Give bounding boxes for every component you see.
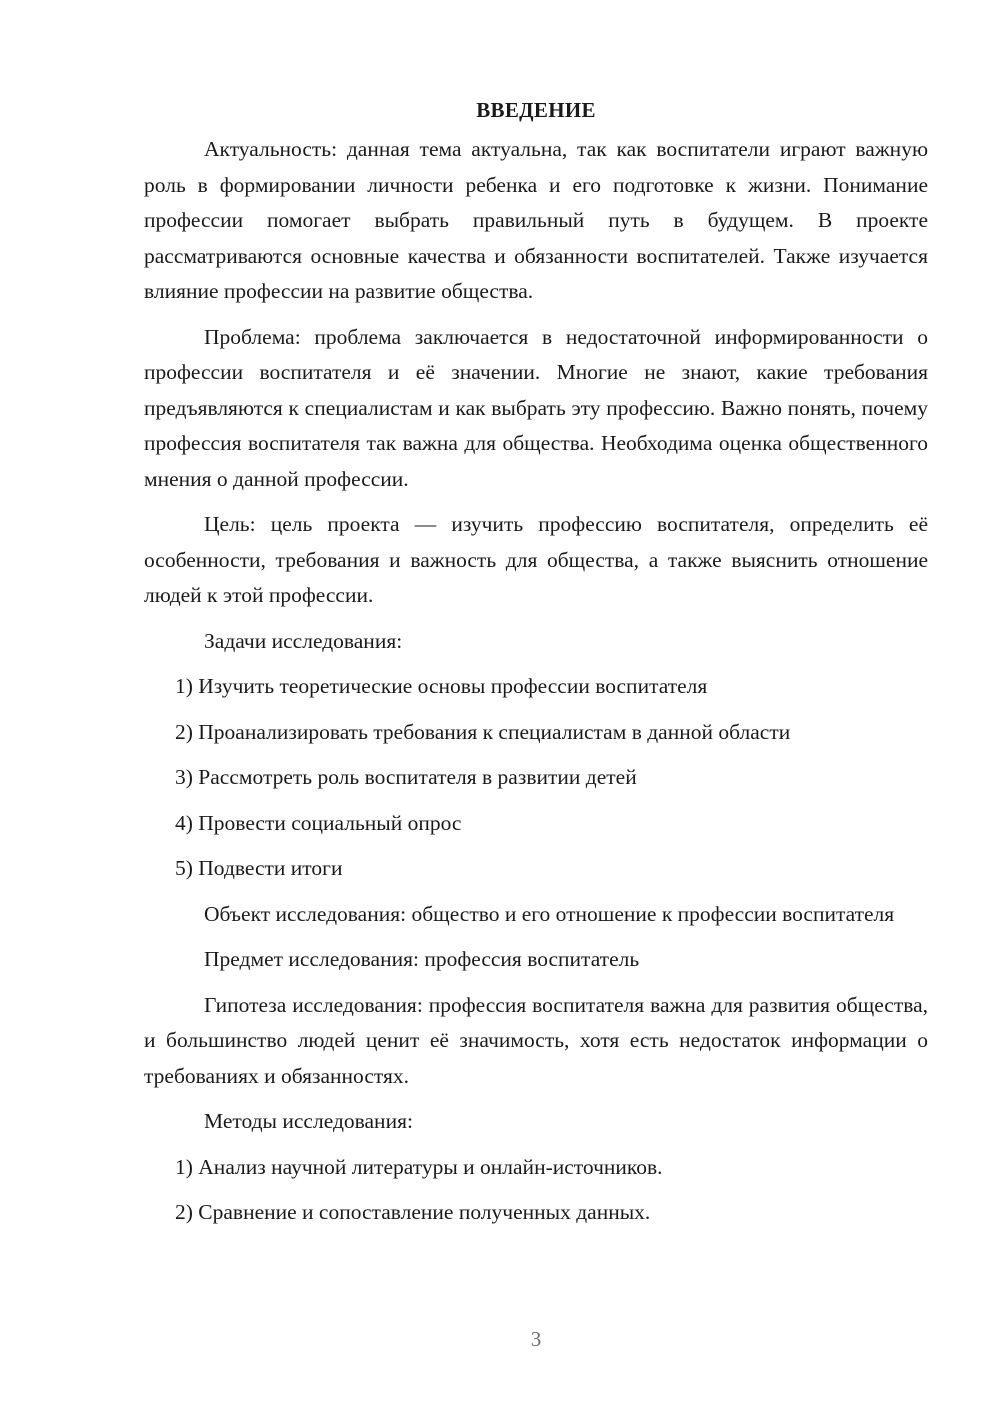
tasks-list: [144, 669, 928, 887]
task-item: 4) Провести социальный опрос: [175, 810, 462, 835]
relevance-paragraph: Актуальность: данная тема актуальна, так как воспитатели играют важную роль в формировании личности ребенка и его подготовке к жизни. Понимание профессии помогает выбрать правильный путь в будущем. В проекте рассматриваются основные качества и обязанности воспитателей. Также изучается влияние профессии на развитие общества.: [144, 137, 928, 303]
problem-paragraph: Проблема: проблема заключается в недостаточной информированности о профессии воспитателя и её значении. Многие не знают, какие требования предъявляются к специалистам и как выбрать эту профессию. Важно понять, почему профессия воспитателя так важна для общества. Необходима оценка общественного мнения о данной профессии.: [144, 324, 928, 491]
methods-heading: Методы исследования:: [204, 1109, 413, 1133]
method-item: 1) Анализ научной литературы и онлайн-источников.: [175, 1154, 663, 1179]
task-item: 5) Подвести итоги: [175, 856, 343, 880]
tasks-heading: Задачи исследования:: [204, 628, 403, 653]
subject-paragraph: Предмет исследования: профессия воспитатель: [204, 947, 640, 971]
method-item: 2) Сравнение и сопоставление полученных данных.: [175, 1200, 651, 1224]
task-item: 1) Изучить теоретические основы профессии воспитателя: [175, 674, 708, 698]
methods-list: [144, 1150, 928, 1231]
document-page: [144, 92, 928, 1241]
page-number: 3: [530, 1327, 542, 1351]
hypothesis-paragraph: Гипотеза исследования: профессия воспитателя важна для развития общества, и большинство людей ценит её значимость, хотя есть недостаток информации о требованиях и обязанностях.: [144, 992, 928, 1088]
section-title: ВВЕДЕНИЕ: [476, 98, 596, 122]
goal-paragraph: Цель: цель проекта — изучить профессию воспитателя, определить её особенности, требования и важность для общества, а также выяснить отношение людей к этой профессии.: [144, 512, 928, 607]
object-paragraph: Объект исследования: общество и его отношение к профессии воспитателя: [204, 901, 895, 926]
task-item: 3) Рассмотреть роль воспитателя в развитии детей: [175, 765, 637, 789]
task-item: 2) Проанализировать требования к специалистам в данной области: [175, 719, 791, 744]
